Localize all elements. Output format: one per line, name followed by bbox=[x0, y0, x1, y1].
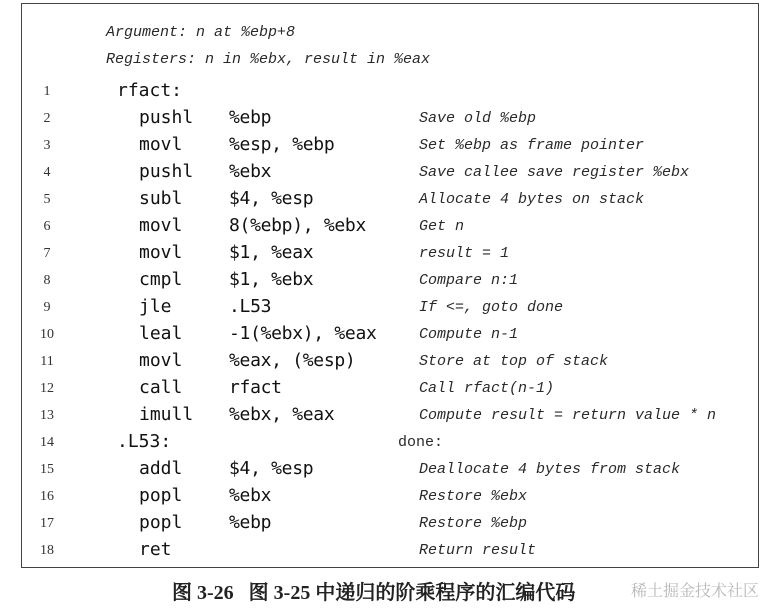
code-line bbox=[0, 240, 783, 267]
instruction-operands: %eax, (%esp) bbox=[229, 350, 356, 371]
instruction-opcode: subl bbox=[139, 188, 183, 209]
instruction-operands: $4, %esp bbox=[229, 458, 314, 479]
code-comment: Restore %ebp bbox=[419, 515, 528, 532]
code-line bbox=[0, 213, 783, 240]
code-line bbox=[0, 321, 783, 348]
code-comment: Save old %ebp bbox=[419, 110, 537, 127]
code-line bbox=[0, 510, 783, 537]
code-label: .L53: bbox=[117, 431, 172, 452]
code-line bbox=[0, 483, 783, 510]
line-number: 5 bbox=[43, 192, 51, 207]
line-number: 13 bbox=[40, 408, 54, 423]
code-comment: Restore %ebx bbox=[419, 488, 528, 505]
code-line bbox=[0, 375, 783, 402]
line-number: 6 bbox=[43, 219, 51, 234]
instruction-opcode: movl bbox=[139, 242, 183, 263]
code-comment: Save callee save register %ebx bbox=[419, 164, 690, 181]
instruction-operands: %ebx, %eax bbox=[229, 404, 335, 425]
instruction-opcode: movl bbox=[139, 350, 183, 371]
instruction-operands: %esp, %ebp bbox=[229, 134, 335, 155]
code-comment: Allocate 4 bytes on stack bbox=[419, 191, 645, 208]
code-line bbox=[0, 456, 783, 483]
line-number: 14 bbox=[40, 435, 54, 450]
code-line bbox=[0, 294, 783, 321]
instruction-opcode: movl bbox=[139, 134, 183, 155]
line-number: 3 bbox=[43, 138, 51, 153]
code-comment: result = 1 bbox=[419, 245, 510, 262]
instruction-operands: %ebx bbox=[229, 161, 272, 182]
instruction-operands: %ebp bbox=[229, 107, 272, 128]
code-comment: done: bbox=[398, 434, 444, 451]
line-number: 7 bbox=[43, 246, 51, 261]
instruction-operands: $1, %eax bbox=[229, 242, 314, 263]
instruction-opcode: call bbox=[139, 377, 183, 398]
line-number: 15 bbox=[40, 462, 54, 477]
figure-number: 图 3-26 bbox=[172, 582, 234, 604]
instruction-operands: %ebx bbox=[229, 485, 272, 506]
registers-header: Registers: n in %ebx, result in %eax bbox=[106, 51, 431, 68]
line-number: 9 bbox=[43, 300, 51, 315]
code-comment: If <=, goto done bbox=[419, 299, 564, 316]
code-comment: Call rfact(n-1) bbox=[419, 380, 555, 397]
instruction-opcode: movl bbox=[139, 215, 183, 236]
watermark: 稀土掘金技术社区 bbox=[631, 581, 760, 600]
code-label: rfact: bbox=[117, 80, 183, 101]
argument-header: Argument: n at %ebp+8 bbox=[106, 24, 296, 41]
line-number: 10 bbox=[40, 327, 54, 342]
instruction-opcode: popl bbox=[139, 512, 183, 533]
instruction-opcode: addl bbox=[139, 458, 183, 479]
code-comment: Return result bbox=[419, 542, 537, 559]
figure-caption-text: 图 3-25 中递归的阶乘程序的汇编代码 bbox=[248, 582, 576, 604]
line-number: 1 bbox=[43, 84, 51, 99]
instruction-operands: 8(%ebp), %ebx bbox=[229, 215, 366, 236]
instruction-operands: $1, %ebx bbox=[229, 269, 314, 290]
instruction-opcode: imull bbox=[139, 404, 194, 425]
figure-caption bbox=[172, 576, 575, 605]
code-line bbox=[0, 159, 783, 186]
instruction-operands: $4, %esp bbox=[229, 188, 314, 209]
instruction-opcode: cmpl bbox=[139, 269, 183, 290]
code-line bbox=[0, 402, 783, 429]
code-line bbox=[0, 105, 783, 132]
line-number: 17 bbox=[40, 516, 54, 531]
code-line bbox=[0, 78, 783, 105]
line-number: 18 bbox=[40, 543, 54, 558]
code-line bbox=[0, 429, 783, 456]
line-number: 8 bbox=[43, 273, 51, 288]
code-line bbox=[0, 132, 783, 159]
line-number: 11 bbox=[40, 354, 54, 369]
line-number: 4 bbox=[43, 165, 51, 180]
code-line bbox=[0, 186, 783, 213]
instruction-operands: rfact bbox=[229, 377, 282, 398]
code-comment: Store at top of stack bbox=[419, 353, 609, 370]
line-number: 16 bbox=[40, 489, 54, 504]
instruction-operands: %ebp bbox=[229, 512, 272, 533]
instruction-opcode: leal bbox=[139, 323, 183, 344]
code-line bbox=[0, 267, 783, 294]
instruction-operands: .L53 bbox=[229, 296, 272, 317]
instruction-opcode: pushl bbox=[139, 161, 194, 182]
code-line bbox=[0, 348, 783, 375]
code-comment: Compare n:1 bbox=[419, 272, 519, 289]
code-line bbox=[0, 537, 783, 564]
instruction-opcode: popl bbox=[139, 485, 183, 506]
instruction-opcode: ret bbox=[139, 539, 172, 560]
instruction-opcode: jle bbox=[139, 296, 172, 317]
code-comment: Deallocate 4 bytes from stack bbox=[419, 461, 681, 478]
code-comment: Compute n-1 bbox=[419, 326, 519, 343]
code-comment: Get n bbox=[419, 218, 465, 235]
line-number: 12 bbox=[40, 381, 54, 396]
instruction-opcode: pushl bbox=[139, 107, 194, 128]
code-comment: Compute result = return value * n bbox=[419, 407, 717, 424]
instruction-operands: -1(%ebx), %eax bbox=[229, 323, 377, 344]
line-number: 2 bbox=[43, 111, 51, 126]
code-comment: Set %ebp as frame pointer bbox=[419, 137, 645, 154]
